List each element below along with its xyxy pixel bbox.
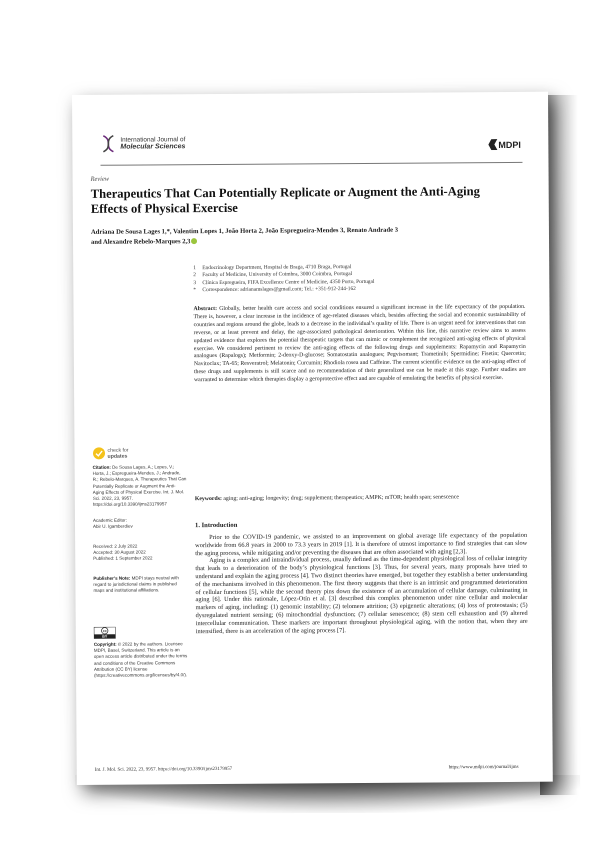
author-line-1: Adriana De Sousa Lages 1,*, Valentim Lopes 1, João Horta 2, João Espregueira-Mendes 3, Renato Andrade 3 — [90, 226, 399, 236]
affiliation-item: 1 Endocrinology Department, Hospital de Braga, 4710 Braga, Portugal — [193, 264, 352, 272]
citation: Citation: De Sousa Lages, A.; Lopes, V.; Horta, J.; Espregueira-Mendes, J.; Andrade, R.; Rebelo-Marques, A. Therapeutics That Can Potentially Replicate or Augment the Anti-Aging Effects of Physical Exercise. Int. J. Mol. Sci. 2022, 23, 9957. https://doi.org/10.3390/ijms23179957 — [92, 464, 187, 508]
academic-editor: Academic Editor: Abir U. Igamberdiev — [92, 517, 133, 530]
orcid-icon[interactable] — [191, 238, 197, 244]
mdpi-logo-icon — [488, 139, 522, 150]
abstract: Abstract: Globally, better health care access and social conditions ensured a significant increase in the life expectancy of the population. There is, however, a clear increase in the incidence of age-related diseases which, besides affecting the social and economic sustainability of countries and regions around the globe, leads to a decrease in the individual’s quality of life. There is an urgent need for interventions that can reverse, or at least prevent and delay, the age-associated pathological deterioration. Within this line, this narrative review aims to assess updated evidence that explores the potential therapeutic targets that can mimic or complement the recognized anti-aging effects of physical exercise. We considered pertinent to review the anti-aging effects of the following drugs and supplements: Rapamycin and Rapamycin analogues (Rapalogs); Metformin; 2-deoxy-D-glucose; Somatostatin analogues; Pegvisomant; Trametinib; Spermidine; Fisetin; Quercetin; Navitoclax; TA-65; Resveratrol; Melatonin; Curcumin; Rhodiola rosea and Caffeine. The current scientific evidence on the anti-aging effect of these drugs and supplements is still scarce and no recommendation of their generalized use can be made at this stage. Further studies are warranted to determine which therapies display a geroprotective effect and are capable of emulating the benefits of physical exercise. — [193, 303, 526, 384]
author-line-2: and Alexandre Rebelo-Marques 2,3 — [91, 234, 531, 247]
svg-text:BY: BY — [102, 634, 108, 639]
paragraph: Prior to the COVID-19 pandemic, we assisted to an improvement on global average life expectancy of the population worldwide from 66.8 years in 2000 to 73.3 years in 2019 [1]. It is therefore of utmost importance to find strategies that can slow the aging process, while mitigating and/or preventing the diseases that are often associated with aging [2,3]. — [195, 531, 528, 557]
correspondence: * Correspondence: adrianamslages@gmail.com; Tel.: +351-912-244-162 — [193, 286, 356, 294]
footer-citation: Int. J. Mol. Sci. 2022, 23, 9957. https://doi.org/10.3390/ijms23179957 — [94, 766, 233, 773]
dna-logo-icon — [100, 135, 116, 153]
copyright-notice: Copyright: © 2022 by the authors. Licensee MDPI, Basel, Switzerland. This article is an open access article distributed under the terms and conditions of the Creative Commons Attribution (CC BY) license (https://creativecommons.org/licenses/by/4.0/). — [93, 641, 188, 678]
footer-journal-link[interactable]: https://www.mdpi.com/journal/ijms — [448, 764, 519, 771]
publisher-note: Publisher’s Note: MDPI stays neutral with regard to jurisdictional claims in published maps and institutional affiliations. — [93, 575, 179, 594]
section-heading-introduction: 1. Introduction — [194, 521, 238, 530]
introduction-body — [195, 532, 528, 636]
affiliations — [193, 264, 374, 295]
check-for-updates-icon[interactable] — [92, 447, 105, 460]
affiliation-item: 3 Clínica Espregueira, FIFA Excellence Centre of Medicine, 4350 Porto, Portugal — [193, 278, 375, 286]
svg-text:cc: cc — [102, 629, 107, 634]
paper-page — [72, 92, 553, 785]
affiliation-item: 2 Faculty of Medicine, University of Coimbra, 3000 Coimbra, Portugal — [193, 271, 353, 279]
keywords: Keywords: aging; anti-aging; longevity; drug; supplement; therapeutics; AMPK; mTOR; health span; senescence — [194, 494, 459, 503]
journal-name: International Journal of Molecular Sciences — [120, 136, 186, 151]
header-rule — [100, 162, 522, 166]
cc-by-license-icon[interactable] — [94, 627, 116, 639]
svg-text:MDPI: MDPI — [498, 139, 521, 151]
article-type: Review — [90, 175, 110, 183]
article-title: Therapeutics That Can Potentially Replicate or Augment the Anti-Aging Effects of Physical Exercise — [90, 184, 480, 216]
paragraph: Aging is a complex and intraindividual process, usually defined as the time-dependent physiological loss of cellular integrity that leads to a deterioration of the body’s physiological functions [3]. Thus, for several years, many proposals have tried to understand and explain the aging process [4]. Two distinct theories have emerged, but together they establish a better understanding of the mechanisms involved in this phenomenon. The first theory suggests that there is an intrinsic and programmed deterioration of cellular functions [5], while the second theory pins down the existence of an accumulation of cellular damage, culminating in aging [6]. Under this rationale, López-Otín et al. [3] described this complex phenomenon under nine cellular and molecular markers of aging, including: (1) genomic instability; (2) telomere attrition; (3) epigenetic alterations; (4) loss of proteostasis; (5) dysregulated nutrient sensing; (6) mitochondrial dysfunction; (7) cellular senescence; (8) stem cell exhaustion and (9) altered intercellular communication. These markers are important throughout physiological aging, with the notion that, when they are intensified, there is an acceleration of the aging process [7]. — [195, 555, 528, 635]
publication-dates: Received: 2 July 2022 Accepted: 30 August 2022 Published: 1 September 2022 — [93, 543, 153, 562]
check-for-updates-label[interactable]: check for updates — [107, 447, 129, 460]
author-list — [91, 225, 531, 247]
